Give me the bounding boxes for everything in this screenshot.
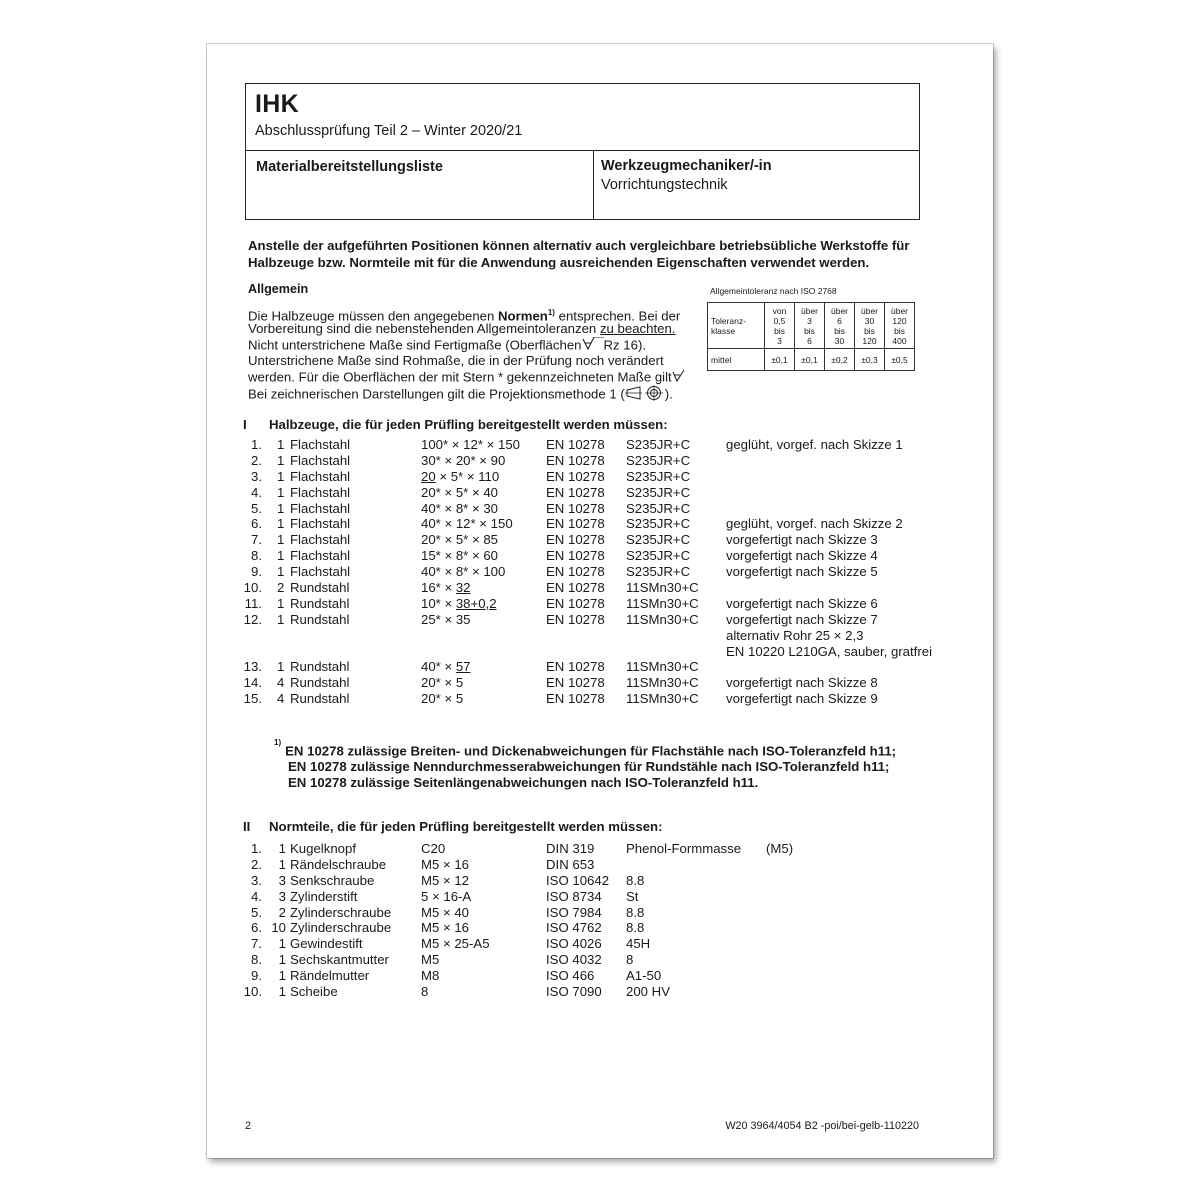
range-cell	[765, 303, 795, 349]
allgemein-text	[248, 305, 686, 401]
item-material: S235JR+C	[626, 516, 691, 532]
item-name: Rundstahl	[290, 595, 350, 611]
item-norm: EN 10278	[546, 452, 605, 468]
item-quantity: 1	[277, 564, 285, 580]
header-bottom-left	[246, 151, 594, 219]
table-row	[207, 501, 993, 517]
item-number: 15.	[243, 691, 262, 707]
item-quantity: 1	[278, 968, 286, 984]
text-run: Nicht unterstrichene Maße sind Fertigmaße (Oberflächen	[248, 337, 582, 353]
dimension-text: × 5* × 110	[435, 468, 500, 484]
section1-list	[207, 437, 993, 707]
item-name: Rundstahl	[290, 580, 350, 596]
item-number: 14.	[243, 675, 262, 691]
text-run-bold: Normen	[498, 308, 548, 324]
item-quantity: 1	[277, 516, 285, 532]
item-quantity: 1	[277, 548, 285, 564]
item-material: 11SMn30+C	[626, 675, 699, 691]
item-note: geglüht, vorgef. nach Skizze 2	[726, 516, 903, 532]
item-number: 6.	[251, 920, 262, 936]
item-quantity: 1	[278, 841, 286, 856]
page-number: 2	[245, 1120, 252, 1132]
tolerance-value: ±0,1	[795, 349, 825, 371]
header-line: Toleranz-	[711, 315, 746, 326]
item-quantity: 3	[278, 888, 286, 904]
item-quantity: 1	[277, 595, 285, 611]
item-number: 5.	[251, 500, 262, 516]
item-name: Sechskantmutter	[290, 952, 389, 968]
range-text: über	[860, 305, 878, 316]
item-norm: EN 10278	[546, 484, 605, 500]
dimension-raw: 32	[455, 580, 471, 596]
item-dimension	[421, 564, 505, 579]
range-text: bis	[834, 325, 845, 336]
item-note: EN 10220 L210GA, sauber, gratfrei	[726, 643, 933, 659]
range-text: von	[772, 305, 787, 316]
range-text: bis	[864, 325, 875, 336]
range-cell	[885, 303, 915, 349]
dimension-text: 20* × 5* × 85	[421, 532, 498, 548]
item-material: Phenol-Formmasse	[626, 841, 742, 856]
item-dimension: 8	[421, 984, 429, 1000]
item-extra: (M5)	[766, 841, 794, 856]
item-dimension	[421, 612, 471, 627]
range-text: 0,5	[773, 315, 786, 326]
item-dimension: M5 × 40	[421, 904, 470, 920]
allgemein-line-2	[248, 321, 686, 337]
item-quantity: 1	[277, 611, 285, 627]
item-name: Flachstahl	[290, 452, 351, 468]
item-dimension	[421, 453, 505, 468]
header-box	[245, 83, 920, 220]
item-norm: ISO 4026	[546, 936, 602, 952]
table-row	[207, 644, 993, 660]
dimension-text: 20* × 5	[421, 675, 464, 691]
item-note: vorgefertigt nach Skizze 7	[726, 611, 878, 627]
intro-line: Halbzeuge bzw. Normteile mit für die Anwendung ausreichenden Eigenschaften verwendet werden.	[248, 255, 870, 270]
table-row	[207, 889, 993, 905]
footnote-ref: 1)	[547, 308, 555, 317]
item-number: 8.	[251, 548, 262, 564]
allgemein-heading: Allgemein	[248, 282, 309, 296]
item-material: 11SMn30+C	[626, 659, 699, 675]
dimension-text: 16* ×	[421, 580, 456, 596]
table-row	[207, 564, 993, 580]
table-row	[207, 612, 993, 628]
item-dimension: M5 × 25-A5	[421, 936, 490, 952]
footnote-line: EN 10278 zulässige Nenndurchmesserabweichungen für Rundstähle nach ISO-Toleranzfeld h11;	[288, 759, 890, 775]
table-row	[207, 485, 993, 501]
item-name: Gewindestift	[290, 936, 363, 952]
item-norm: EN 10278	[546, 437, 605, 452]
item-number: 6.	[251, 516, 262, 532]
item-dimension: M5	[421, 952, 440, 968]
tolerance-caption: Allgemeintoleranz nach ISO 2768	[710, 286, 837, 296]
table-row	[207, 857, 993, 873]
item-dimension: M8	[421, 968, 440, 984]
intro-text	[248, 237, 928, 271]
item-dimension: 5 × 16-A	[421, 888, 472, 904]
document-code: W20 3964/4054 B2 -poi/bei-gelb-110220	[725, 1120, 919, 1132]
item-name: Flachstahl	[290, 484, 351, 500]
item-quantity: 1	[277, 452, 285, 468]
item-norm: EN 10278	[546, 675, 605, 691]
item-material: 11SMn30+C	[626, 580, 699, 596]
item-name: Rundstahl	[290, 659, 350, 675]
table-row	[207, 968, 993, 984]
item-name: Rändelmutter	[290, 968, 370, 984]
item-number: 11.	[244, 595, 262, 611]
document-page	[207, 44, 993, 1158]
item-number: 10.	[243, 984, 262, 1000]
section1-title: Halbzeuge, die für jeden Prüfling bereitgestellt werden müssen:	[269, 417, 668, 432]
text-run: ).	[664, 386, 673, 402]
item-quantity: 1	[278, 952, 286, 968]
footnote-text: EN 10278 zulässige Breiten- und Dickenabweichungen für Flachstähle nach ISO-Toleranzfeld h11;	[285, 743, 897, 759]
item-material: S235JR+C	[626, 452, 691, 468]
range-text: über	[890, 305, 908, 316]
item-quantity: 4	[277, 675, 285, 691]
profession-title: Werkzeugmechaniker/-in	[601, 158, 772, 174]
dimension-text: 40* × 12* × 150	[421, 516, 513, 532]
item-quantity: 1	[277, 659, 285, 675]
item-dimension: C20	[421, 841, 446, 856]
range-text: 120	[892, 315, 907, 326]
item-number: 4.	[251, 888, 262, 904]
allgemein-line-4: Unterstrichene Maße sind Rohmaße, die in der Prüfung noch verändert	[248, 353, 664, 368]
footnote-line	[274, 740, 896, 759]
item-name: Rundstahl	[290, 611, 350, 627]
exam-title: Abschlussprüfung Teil 2 – Winter 2020/21	[255, 123, 523, 139]
section1-number: I	[243, 417, 247, 432]
item-dimension: M5 × 16	[421, 856, 470, 872]
item-norm: EN 10278	[546, 500, 605, 516]
table-row	[207, 873, 993, 889]
range-text: 3	[807, 315, 812, 326]
item-dimension	[421, 501, 498, 516]
item-number: 2.	[251, 856, 262, 872]
item-dimension	[421, 548, 498, 563]
range-text: bis	[894, 325, 905, 336]
table-row	[207, 675, 993, 691]
item-norm: EN 10278	[546, 611, 605, 627]
item-name: Flachstahl	[290, 500, 351, 516]
item-material: 11SMn30+C	[626, 691, 699, 707]
dimension-text: 30* × 20* × 90	[421, 452, 506, 468]
item-number: 1.	[251, 841, 262, 856]
range-text: über	[800, 305, 818, 316]
table-row	[207, 659, 993, 675]
table-row	[207, 691, 993, 707]
item-number: 13.	[243, 659, 262, 675]
table-row	[207, 920, 993, 936]
footnote-line: EN 10278 zulässige Seitenlängenabweichungen nach ISO-Toleranzfeld h11.	[288, 775, 759, 791]
item-material: 8	[626, 952, 634, 968]
item-note: vorgefertigt nach Skizze 5	[726, 564, 878, 580]
item-norm: DIN 653	[546, 856, 595, 872]
dimension-raw: 38+0,2	[455, 595, 497, 611]
projection-method-icon	[625, 385, 665, 405]
item-number: 9.	[251, 968, 262, 984]
item-note: vorgefertigt nach Skizze 8	[726, 675, 878, 691]
dimension-text: 40* ×	[421, 659, 456, 675]
item-number: 7.	[251, 532, 262, 548]
item-quantity: 10	[271, 920, 286, 936]
item-dimension	[421, 691, 463, 706]
item-name: Zylinderschraube	[290, 904, 392, 920]
item-note: geglüht, vorgef. nach Skizze 1	[726, 437, 903, 452]
table-row	[207, 841, 993, 857]
dimension-text: 20* × 5	[421, 691, 464, 707]
item-note: vorgefertigt nach Skizze 6	[726, 595, 878, 611]
table-row	[207, 548, 993, 564]
item-number: 7.	[251, 936, 262, 952]
tolerance-value: ±0,2	[825, 349, 855, 371]
range-text: 3	[777, 335, 782, 346]
item-dimension	[421, 485, 498, 500]
dimension-text: 40* × 8* × 30	[421, 500, 498, 516]
item-norm: DIN 319	[546, 841, 595, 856]
item-dimension	[421, 437, 520, 452]
dimension-raw: 20	[421, 468, 436, 484]
item-name: Kugelknopf	[290, 841, 356, 856]
item-dimension	[421, 675, 463, 690]
item-norm: EN 10278	[546, 691, 605, 707]
tolerance-header-row	[708, 303, 915, 349]
item-note: vorgefertigt nach Skizze 4	[726, 548, 878, 564]
item-name: Rändelschraube	[290, 856, 387, 872]
dimension-text: 40* × 8* × 100	[421, 564, 506, 580]
item-material: 11SMn30+C	[626, 611, 699, 627]
item-number: 3.	[251, 872, 262, 888]
item-material: 11SMn30+C	[626, 595, 699, 611]
item-dimension: M5 × 16	[421, 920, 470, 936]
footnote	[274, 740, 896, 791]
item-norm: EN 10278	[546, 516, 605, 532]
item-material: 200 HV	[626, 984, 670, 1000]
header-top	[246, 84, 919, 151]
table-row	[207, 532, 993, 548]
table-row	[207, 952, 993, 968]
document-title: Materialbereitstellungsliste	[256, 159, 443, 175]
item-number: 3.	[251, 468, 262, 484]
dimension-text: 15* × 8* × 60	[421, 548, 498, 564]
item-dimension	[421, 659, 471, 674]
item-material: 45H	[626, 936, 651, 952]
range-text: über	[830, 305, 848, 316]
item-norm: EN 10278	[546, 548, 605, 564]
tolerance-value-row	[708, 349, 915, 371]
item-norm: EN 10278	[546, 580, 605, 596]
item-number: 5.	[251, 904, 262, 920]
item-quantity: 1	[278, 936, 286, 952]
item-material: S235JR+C	[626, 437, 691, 452]
range-text: 30	[864, 315, 875, 326]
text-run: werden. Für die Oberflächen der mit Stern * gekennzeichneten Maße gilt	[248, 369, 672, 385]
range-cell	[855, 303, 885, 349]
specialty-title: Vorrichtungstechnik	[601, 177, 728, 193]
item-material: 8.8	[626, 920, 645, 936]
item-number: 2.	[251, 452, 262, 468]
item-dimension	[421, 532, 498, 547]
tolerance-value: ±0,1	[765, 349, 795, 371]
item-note: vorgefertigt nach Skizze 3	[726, 532, 878, 548]
dimension-text: 10* ×	[421, 595, 456, 611]
dimension-raw: 57	[455, 659, 471, 675]
tolerance-class-label: mittel	[708, 349, 765, 371]
item-name: Flachstahl	[290, 437, 351, 452]
table-row	[207, 453, 993, 469]
range-text: bis	[774, 325, 785, 336]
item-material: A1-50	[626, 968, 662, 984]
item-name: Rundstahl	[290, 675, 350, 691]
item-name: Rundstahl	[290, 691, 350, 707]
allgemein-line-6	[248, 385, 686, 401]
item-quantity: 1	[277, 437, 285, 452]
dimension-text: 20* × 5* × 40	[421, 484, 498, 500]
item-norm: ISO 4032	[546, 952, 602, 968]
item-quantity: 3	[278, 872, 286, 888]
tolerance-value: ±0,5	[885, 349, 915, 371]
item-norm: EN 10278	[546, 564, 605, 580]
item-number: 12.	[243, 611, 262, 627]
dimension-text: 25* × 35	[421, 611, 471, 627]
item-dimension	[421, 516, 513, 531]
item-norm: ISO 8734	[546, 888, 602, 904]
range-text: 6	[837, 315, 842, 326]
item-dimension	[421, 596, 497, 611]
range-text: 120	[862, 335, 877, 346]
range-cell	[795, 303, 825, 349]
item-name: Zylinderschraube	[290, 920, 392, 936]
allgemein-line-1	[248, 305, 686, 324]
section2-number: II	[243, 819, 251, 834]
text-run: Rz 16	[603, 337, 638, 353]
item-dimension: M5 × 12	[421, 872, 470, 888]
tolerance-class-header	[708, 303, 765, 349]
item-quantity: 1	[277, 484, 285, 500]
table-row	[207, 628, 993, 644]
item-name: Flachstahl	[290, 564, 351, 580]
range-text: 400	[892, 335, 907, 346]
item-quantity: 1	[278, 984, 286, 1000]
item-quantity: 1	[277, 500, 285, 516]
item-dimension	[421, 469, 499, 484]
item-quantity: 2	[278, 904, 286, 920]
dimension-text: 100* × 12* × 150	[421, 437, 520, 452]
item-material: S235JR+C	[626, 484, 691, 500]
item-number: 4.	[251, 484, 262, 500]
item-note: vorgefertigt nach Skizze 9	[726, 691, 878, 707]
item-name: Flachstahl	[290, 532, 351, 548]
item-number: 8.	[251, 952, 262, 968]
item-number: 10.	[243, 580, 262, 596]
allgemein-line-5	[248, 369, 686, 385]
range-text: 30	[834, 335, 845, 346]
item-quantity: 1	[277, 468, 285, 484]
item-norm: EN 10278	[546, 659, 605, 675]
item-norm: EN 10278	[546, 595, 605, 611]
item-dimension	[421, 580, 471, 595]
item-name: Flachstahl	[290, 548, 351, 564]
text-run: entsprechen. Bei der	[554, 308, 681, 324]
item-norm: ISO 7090	[546, 984, 602, 1000]
table-row	[207, 580, 993, 596]
table-row	[207, 905, 993, 921]
footnote-mark: 1)	[274, 738, 282, 747]
item-name: Zylinderstift	[290, 888, 358, 904]
range-cell	[825, 303, 855, 349]
item-material: S235JR+C	[626, 532, 691, 548]
item-quantity: 1	[277, 532, 285, 548]
org-title: IHK	[255, 90, 299, 118]
item-material: S235JR+C	[626, 564, 691, 580]
item-number: 9.	[251, 564, 262, 580]
table-row	[207, 516, 993, 532]
item-material: S235JR+C	[626, 500, 691, 516]
table-row	[207, 984, 993, 1000]
text-run: Vorbereitung sind die nebenstehenden Allgemeintoleranzen	[248, 321, 600, 336]
table-row	[207, 596, 993, 612]
range-text: 6	[807, 335, 812, 346]
item-norm: ISO 10642	[546, 872, 610, 888]
item-material: St	[626, 888, 639, 904]
item-quantity: 2	[277, 580, 285, 596]
range-text: bis	[804, 325, 815, 336]
section2-title: Normteile, die für jeden Prüfling bereitgestellt werden müssen:	[269, 819, 663, 834]
surface-check-icon	[672, 369, 686, 387]
table-row	[207, 936, 993, 952]
item-norm: EN 10278	[546, 468, 605, 484]
table-row	[207, 437, 993, 453]
tolerance-table	[707, 302, 915, 371]
item-material: S235JR+C	[626, 548, 691, 564]
text-run-underlined: zu beachten.	[599, 321, 676, 336]
item-note: alternativ Rohr 25 × 2,3	[726, 627, 864, 643]
header-line: klasse	[711, 325, 736, 336]
item-material: 8.8	[626, 872, 645, 888]
tolerance-value: ±0,3	[855, 349, 885, 371]
item-material: 8.8	[626, 904, 645, 920]
item-norm: ISO 7984	[546, 904, 602, 920]
item-name: Flachstahl	[290, 468, 351, 484]
intro-line: Anstelle der aufgeführten Positionen können alternativ auch vergleichbare betriebsübliche Werkstoffe für	[248, 238, 910, 253]
item-material: S235JR+C	[626, 468, 691, 484]
section2-list	[207, 841, 993, 1000]
item-name: Flachstahl	[290, 516, 351, 532]
item-norm: EN 10278	[546, 532, 605, 548]
item-quantity: 1	[278, 856, 286, 872]
item-number: 1.	[251, 437, 262, 452]
text-run: Bei zeichnerischen Darstellungen gilt die Projektionsmethode 1 (	[248, 386, 625, 402]
item-name: Senkschraube	[290, 872, 375, 888]
item-norm: ISO 4762	[546, 920, 602, 936]
text-run: Die Halbzeuge müssen den angegebenen	[248, 308, 499, 324]
text-run: ).	[637, 337, 647, 353]
allgemein-line-3	[248, 337, 686, 353]
item-quantity: 4	[277, 691, 285, 707]
table-row	[207, 469, 993, 485]
item-name: Scheibe	[290, 984, 338, 1000]
item-norm: ISO 466	[546, 968, 595, 984]
